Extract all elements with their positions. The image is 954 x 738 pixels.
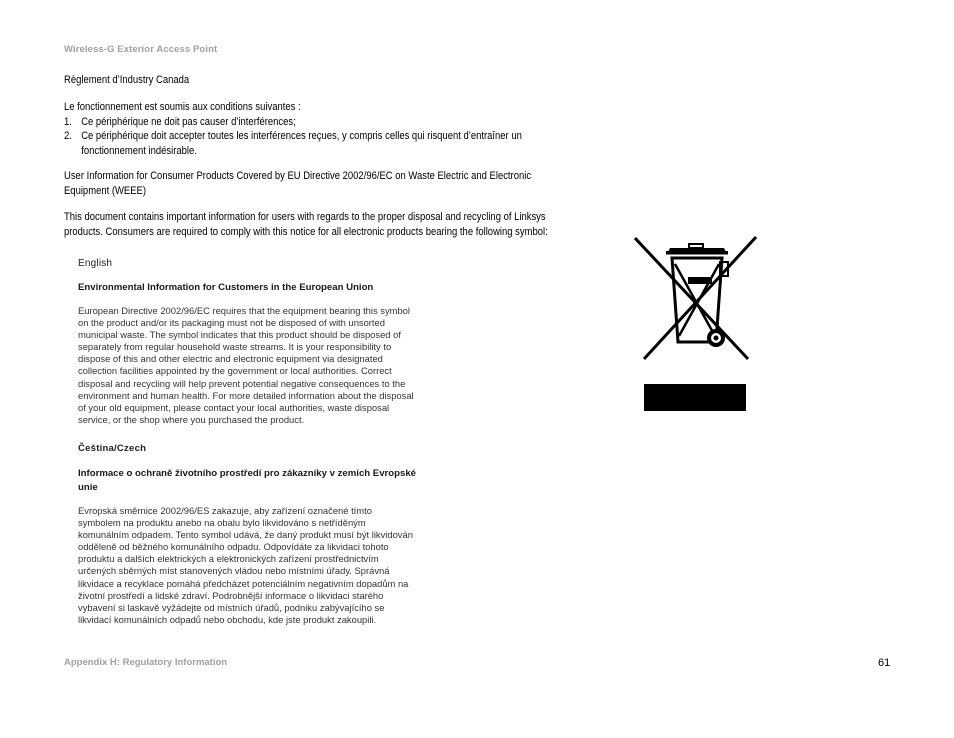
symbol-underline-bar bbox=[644, 384, 746, 411]
condition-item-continuation bbox=[64, 144, 522, 159]
condition-item bbox=[64, 129, 522, 144]
czech-body: Evropská směrnice 2002/96/ES zakazuje, aby zařízení označené tímto symbolem na produktu anebo na obalu bylo likvidováno s netříděným komunálním odpadem. Tento symbol udává, že daný produkt musí být likvidován odděleně od běžného komunálního odpadu. Odpovídáte za likvidaci tohoto produktu a dalších elektrických a elektronických zařízení prostřednictvím určených sběrných míst stanovených vládou nebo místními úřady. Správná likvidace a recyklace pomáhá předcházet potenciálním negativním dopadům na životní prostředí a lidské zdraví. Podrobnější informace o likvidaci starého vybavení si laskavě vyžádejte od místních úřadů, podniku zabývajícího se likvidací komunálních odpadů nebo obchodu, kde jste produkt zakoupili. bbox=[78, 505, 413, 625]
english-heading: Environmental Information for Customers in the European Union bbox=[78, 282, 374, 293]
condition-text: Ce périphérique ne doit pas causer d’interférences; bbox=[81, 115, 296, 128]
czech-language-label: Čeština/Czech bbox=[78, 443, 147, 454]
running-header: Wireless-G Exterior Access Point bbox=[64, 44, 218, 55]
conditions-list bbox=[64, 115, 522, 159]
weee-heading: User Information for Consumer Products Covered by EU Directive 2002/96/EC on Waste Electric and Electronic Equipment (WEEE) bbox=[64, 170, 532, 197]
conditions-intro: Le fonctionnement est soumis aux conditions suivantes : bbox=[64, 101, 301, 113]
english-language-label: English bbox=[78, 258, 113, 269]
page-number: 61 bbox=[878, 657, 891, 669]
czech-heading: Informace o ochraně životního prostředí pro zákazníky v zemích Evropské unie bbox=[78, 468, 417, 493]
condition-text: Ce périphérique doit accepter toutes les interférences reçues, y compris celles qui risquent d’entraîner un bbox=[81, 130, 522, 142]
condition-number: 2. bbox=[64, 130, 72, 142]
condition-item bbox=[64, 115, 522, 130]
footer-section-title: Appendix H: Regulatory Information bbox=[64, 657, 228, 668]
crossed-out-wheelie-bin-icon bbox=[630, 232, 760, 367]
condition-text: fonctionnement indésirable. bbox=[81, 144, 197, 157]
condition-number: 1. bbox=[64, 115, 72, 128]
document-notice: This document contains important information for users with regards to the proper disposal and recycling of Linksys products. Consumers are required to comply with this notice for all electronic products bearing the following symbol: bbox=[64, 211, 548, 238]
industry-canada-title: Règlement d’Industry Canada bbox=[64, 74, 190, 86]
english-body: European Directive 2002/96/EC requires that the equipment bearing this symbol on the product and/or its packaging must not be disposed of with unsorted municipal waste. The symbol indicates that this product should be disposed of separately from regular household waste streams. It is your responsibility to dispose of this and other electric and electronic equipment via designated collection facilities appointed by the government or local authorities. Correct disposal and recycling will help prevent potential negative consequences to the environment and human health. For more detailed information about the disposal of your old equipment, please contact your local authorities, waste disposal service, or the shop where you purchased the product. bbox=[78, 305, 414, 425]
industry-canada-conditions bbox=[64, 100, 522, 158]
